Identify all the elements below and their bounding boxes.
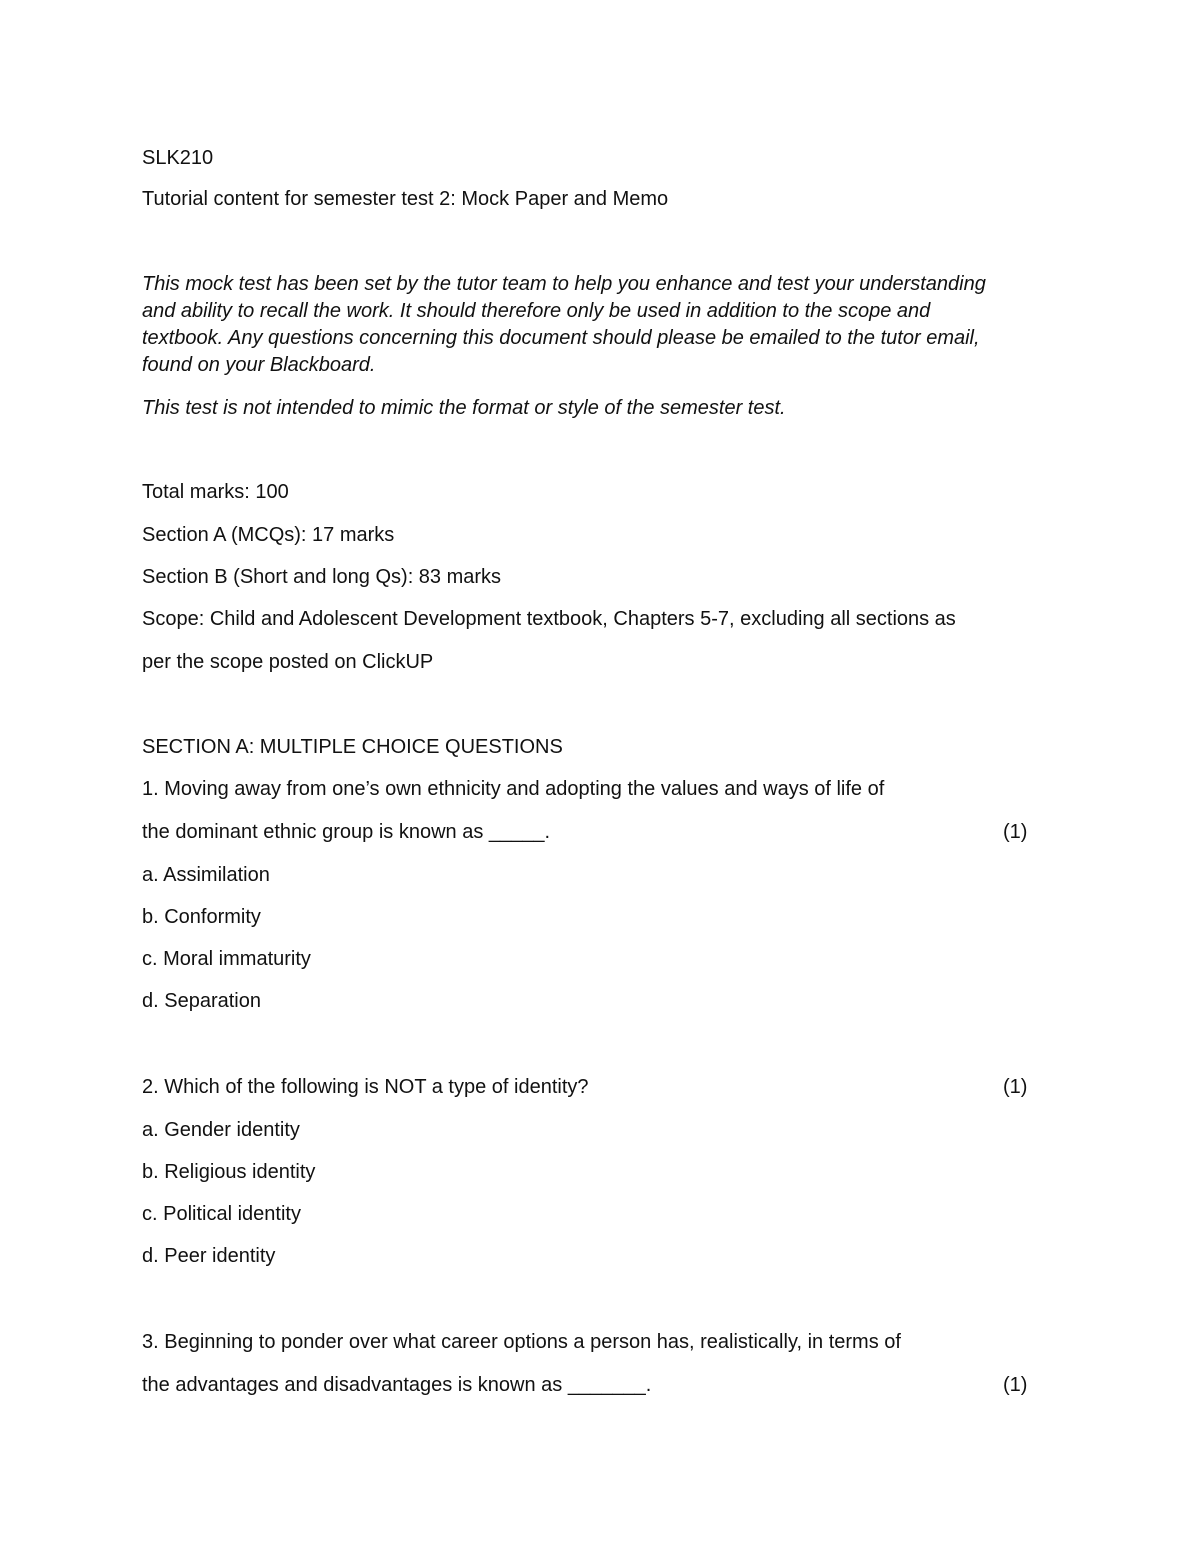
course-code: SLK210 — [142, 147, 214, 169]
question-2-option-b: b. Religious identity — [142, 1161, 316, 1183]
intro-paragraph-line: textbook. Any questions concerning this document should please be emailed to the tutor email, — [142, 327, 980, 349]
question-1-option-b: b. Conformity — [142, 906, 261, 928]
total-marks: Total marks: 100 — [142, 481, 289, 503]
question-3-text: the advantages and disadvantages is known as _______. — [142, 1374, 652, 1396]
section-b-marks: Section B (Short and long Qs): 83 marks — [142, 566, 502, 588]
question-1-option-c: c. Moral immaturity — [142, 948, 311, 970]
question-3-marks: (1) — [1003, 1374, 1028, 1396]
question-2-option-c: c. Political identity — [142, 1203, 301, 1225]
question-1-text: 1. Moving away from one’s own ethnicity and adopting the values and ways of life of — [142, 778, 885, 800]
scope-line: Scope: Child and Adolescent Development textbook, Chapters 5-7, excluding all sections as — [142, 608, 956, 630]
intro-note: This test is not intended to mimic the format or style of the semester test. — [142, 397, 786, 419]
question-3-text: 3. Beginning to ponder over what career options a person has, realistically, in terms of — [142, 1331, 901, 1353]
question-1-text: the dominant ethnic group is known as _____. — [142, 821, 551, 843]
question-2-option-d: d. Peer identity — [142, 1245, 276, 1267]
intro-paragraph-line: found on your Blackboard. — [142, 354, 376, 376]
question-1-marks: (1) — [1003, 821, 1028, 843]
question-2-text: 2. Which of the following is NOT a type of identity? — [142, 1076, 589, 1098]
section-a-marks: Section A (MCQs): 17 marks — [142, 524, 395, 546]
question-1-option-a: a. Assimilation — [142, 864, 270, 886]
section-a-heading: SECTION A: MULTIPLE CHOICE QUESTIONS — [142, 736, 563, 758]
document-subtitle: Tutorial content for semester test 2: Mock Paper and Memo — [142, 188, 669, 210]
question-1-option-d: d. Separation — [142, 990, 261, 1012]
question-2-marks: (1) — [1003, 1076, 1028, 1098]
intro-paragraph-line: and ability to recall the work. It should therefore only be used in addition to the scope and — [142, 300, 931, 322]
intro-paragraph-line: This mock test has been set by the tutor team to help you enhance and test your understanding — [142, 273, 986, 295]
question-2-option-a: a. Gender identity — [142, 1119, 300, 1141]
scope-line: per the scope posted on ClickUP — [142, 651, 434, 673]
